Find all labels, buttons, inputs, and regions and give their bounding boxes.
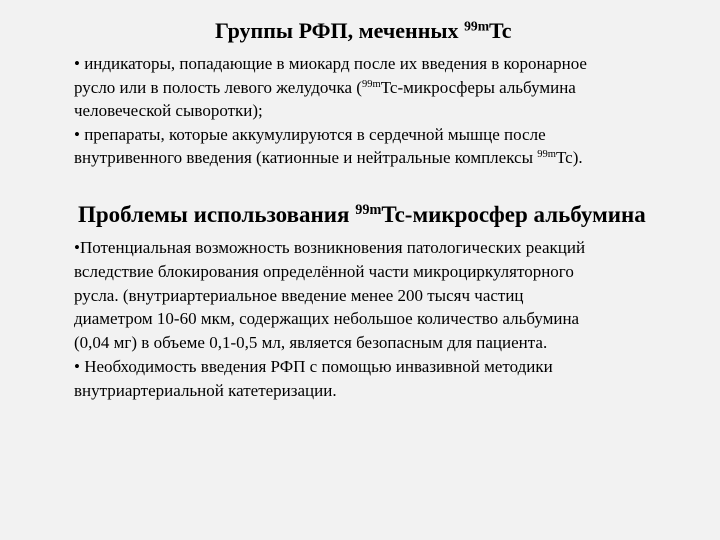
section-2-bullet-1-line-4: диаметром 10-60 мкм, содержащих небольшое количество альбумина [74, 309, 580, 329]
section-2-title-isotope-mass: 99m [355, 202, 382, 219]
section-1-bullet-1-text-1: индикаторы, попадающие в миокард после их введения в коронарное [79, 54, 587, 73]
section-1-title-isotope-mass: 99m [464, 18, 490, 34]
section-1-bullet-1-text-2b: Tc-микросферы альбумина [380, 77, 576, 97]
section-1-body [74, 52, 694, 170]
section-1-bullet-2-line-1 [74, 123, 694, 147]
section-2-title [78, 203, 646, 226]
section-1-title [215, 20, 511, 42]
section-2-bullet-1-line-5: (0,04 мг) в объеме 0,1-0,5 мл, является безопасным для пациента. [74, 333, 548, 353]
section-1-bullet-1-text-2: русло или в полость левого желудочка ( [74, 77, 362, 97]
section-1-bullet-2-text-2: внутривенного введения (катионные и нейтральные комплексы [74, 148, 538, 167]
section-1-title-element: Tc [489, 18, 512, 43]
section-1-bullet-2-isotope-mass: 99m [537, 149, 556, 161]
section-1-bullet-2-text-1: препараты, которые аккумулируются в сердечной мышце после [79, 124, 546, 144]
section-1-bullet-1-line-1 [74, 52, 694, 76]
section-1-bullet-2-text-2b: Tc). [555, 148, 583, 167]
section-2-bullet-1-line-1 [74, 236, 694, 260]
section-2-body [74, 236, 694, 403]
bullet-icon: • [74, 238, 80, 257]
section-1-bullet-1-line-3: человеческой сыворотки); [74, 101, 263, 120]
section-2-bullet-2-line-2: внутриартериальной катетеризации. [74, 380, 337, 400]
bullet-icon: • [74, 356, 80, 376]
section-2-title-end: Tc-микросфер альбумина [381, 202, 646, 227]
bullet-icon: • [74, 54, 80, 73]
section-2-bullet-2-line-1 [74, 355, 694, 379]
section-1-bullet-1-line-2 [74, 76, 694, 100]
section-1-bullet-1-isotope-mass: 99m [361, 78, 381, 90]
section-1-bullet-2-line-2 [74, 146, 694, 170]
section-1-title-text: Группы РФП, меченных [215, 18, 465, 43]
section-2-bullet-2-text-1: Необходимость введения РФП с помощью инвазивной методики [79, 356, 553, 376]
bullet-icon: • [74, 124, 80, 144]
section-2-title-text: Проблемы использования [78, 202, 356, 227]
section-2-bullet-1-text-1: Потенциальная возможность возникновения патологических реакций [79, 238, 586, 257]
section-2-bullet-1-line-2: вследствие блокирования определённой части микроциркуляторного [74, 261, 574, 281]
section-2-bullet-1-line-3: русла. (внутриартериальное введение менее 200 тысяч частиц [74, 285, 524, 305]
